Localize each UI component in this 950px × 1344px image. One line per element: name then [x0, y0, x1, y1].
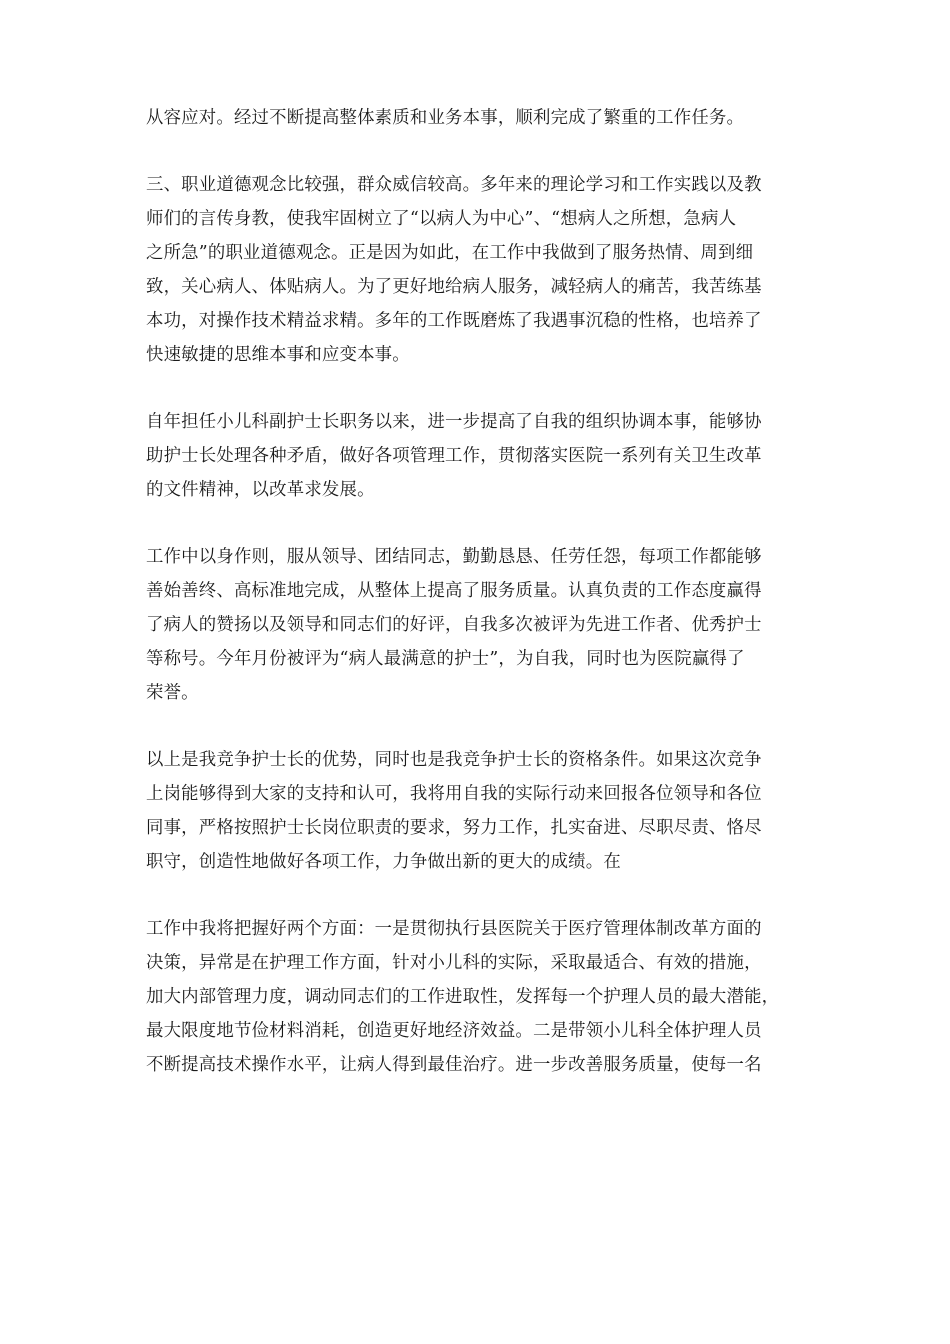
text-line: 同事，严格按照护士长岗位职责的要求，努力工作，扎实奋进、尽职尽责、恪尽 — [146, 818, 762, 838]
text-line: 的文件精神，以改革求发展。 — [146, 480, 375, 500]
text-line: 本功，对操作技术精益求精。多年的工作既磨炼了我遇事沉稳的性格，也培养了 — [146, 311, 762, 331]
text-line: 决策，异常是在护理工作方面，针对小儿科的实际，采取最适合、有效的措施， — [146, 953, 762, 973]
paragraph-1 — [146, 101, 812, 135]
paragraph-4 — [146, 540, 812, 710]
text-line: 加大内部管理力度，调动同志们的工作进取性，发挥每一个护理人员的最大潜能， — [146, 987, 780, 1007]
text-line: 助护士长处理各种矛盾，做好各项管理工作，贯彻落实医院一系列有关卫生改革 — [146, 446, 762, 466]
paragraph-5 — [146, 743, 812, 879]
text-line: 自年担任小儿科副护士长职务以来，进一步提高了自我的组织协调本事，能够协 — [146, 412, 762, 432]
text-line: 荣誉。 — [146, 683, 199, 703]
text-line: 致，关心病人、体贴病人。为了更好地给病人服务，减轻病人的痛苦，我苦练基 — [146, 277, 762, 297]
document-body — [146, 101, 812, 1115]
text-line: 三、职业道德观念比较强，群众威信较高。多年来的理论学习和工作实践以及教 — [146, 175, 762, 195]
text-line: 职守，创造性地做好各项工作，力争做出新的更大的成绩。在 — [146, 852, 621, 872]
text-line: 之所急”的职业道德观念。正是因为如此，在工作中我做到了服务热情、周到细 — [146, 243, 754, 263]
text-line: 上岗能够得到大家的支持和认可，我将用自我的实际行动来回报各位领导和各位 — [146, 784, 762, 804]
text-line: 最大限度地节俭材料消耗，创造更好地经济效益。二是带领小儿科全体护理人员 — [146, 1021, 762, 1041]
text-line: 善始善终、高标准地完成，从整体上提高了服务质量。认真负责的工作态度赢得 — [146, 581, 762, 601]
paragraph-2 — [146, 168, 812, 372]
text-line: 从容应对。经过不断提高整体素质和业务本事，顺利完成了繁重的工作任务。 — [146, 108, 745, 128]
paragraph-6 — [146, 912, 812, 1082]
text-line: 等称号。今年月份被评为“病人最满意的护士”，为自我，同时也为医院赢得了 — [146, 649, 745, 669]
text-line: 工作中以身作则，服从领导、团结同志，勤勤恳恳、任劳任怨，每项工作都能够 — [146, 547, 762, 567]
text-line: 以上是我竞争护士长的优势，同时也是我竞争护士长的资格条件。如果这次竞争 — [146, 750, 762, 770]
paragraph-3 — [146, 405, 812, 507]
text-line: 不断提高技术操作水平，让病人得到最佳治疗。进一步改善服务质量，使每一名 — [146, 1055, 762, 1075]
text-line: 了病人的赞扬以及领导和同志们的好评，自我多次被评为先进工作者、优秀护士 — [146, 615, 762, 635]
text-line: 工作中我将把握好两个方面：一是贯彻执行县医院关于医疗管理体制改革方面的 — [146, 919, 762, 939]
text-line: 快速敏捷的思维本事和应变本事。 — [146, 345, 410, 365]
text-line: 师们的言传身教，使我牢固树立了“以病人为中心”、“想病人之所想，急病人 — [146, 209, 737, 229]
